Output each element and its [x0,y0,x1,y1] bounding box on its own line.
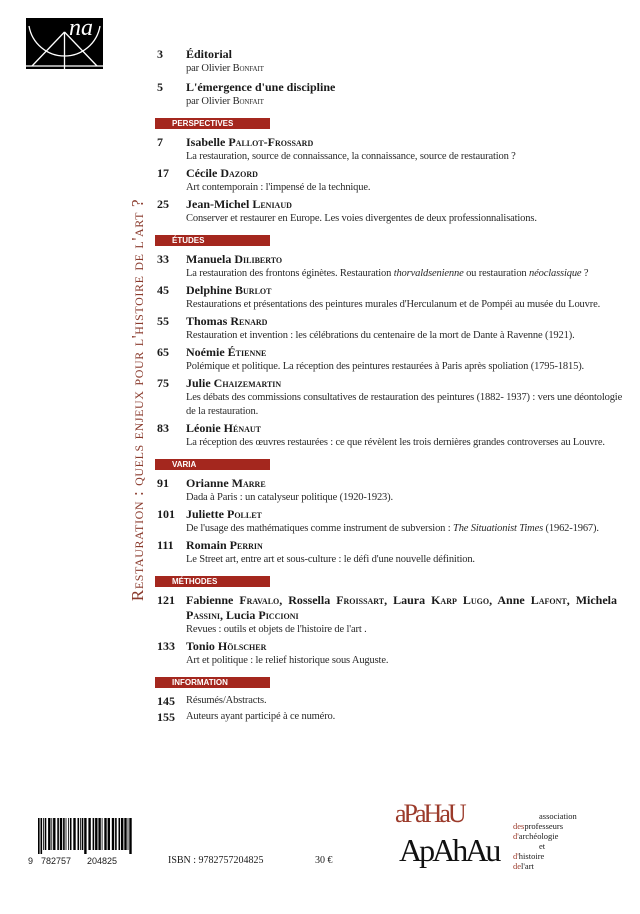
table-of-contents [155,47,627,726]
barcode-bar [102,818,103,850]
page-number: 145 [157,694,175,708]
entry-authors [186,376,627,391]
entry-title [186,360,627,374]
page-number: 25 [157,197,169,211]
author-last-name: Lafont [530,593,567,607]
page-number: 111 [157,538,174,552]
entry-body [186,376,627,419]
title-segment: thorvaldsenienne [393,268,464,279]
page-number: 55 [157,314,169,328]
byline-author: Bonfait [232,63,264,74]
barcode-bar [57,818,59,850]
association-line [513,861,577,871]
barcode-bar [112,818,114,850]
entry-body [186,345,627,374]
title-segment: Revues : outils et objets de l'histoire de l'art . [186,624,367,635]
toc-entry [157,538,627,567]
barcode-bar [124,818,126,850]
author-last-name: Hölscher [217,639,267,653]
toc-entry [157,710,627,724]
entry-title [186,491,627,505]
entry-byline [186,95,627,109]
page-number: 83 [157,421,169,435]
author-first-name: Manuela [186,252,232,266]
association-line [527,841,577,851]
price: 30 € [315,855,333,866]
barcode-digits-right: 204825 [87,856,118,866]
entry-title [186,623,627,637]
barcode-bar [128,818,129,850]
title-segment: (1962-1967). [543,523,599,534]
association-prefix: d' [513,851,519,861]
entry-authors [186,639,627,654]
barcode-bars [36,818,132,854]
section-header-perspectives: PERSPECTIVES [155,118,270,129]
author-last-name: Pollet [227,507,262,521]
spine-title: Restauration : quels enjeux pour l'histoire de l'art ? [128,198,147,602]
toc-entry [157,507,627,536]
association-text: et [539,841,546,851]
toc-entry [157,639,627,668]
entry-byline [186,62,627,76]
title-segment: La restauration, source de connaissance, la connaissance, source de restauration ? [186,151,516,162]
author-last-name: Perrin [229,538,263,552]
barcode-bar [108,818,110,850]
association-prefix: d' [513,831,519,841]
page-number: 121 [157,593,175,607]
toc-entry [157,135,627,164]
entry-authors [186,538,627,553]
barcode-bar [93,818,95,850]
barcode-bar [73,818,75,850]
barcode-bar [82,818,84,850]
entry-title [186,522,627,536]
barcode-bar [43,818,44,850]
toc-entry [157,314,627,343]
barcode-digit-first: 9 [28,856,34,866]
entry-body [186,710,627,724]
entry-body [186,538,627,567]
author-first-name: Léonie [186,421,221,435]
title-segment: De l'usage des mathématiques comme instrument de subversion : [186,523,453,534]
entry-body [186,252,627,281]
title-segment: Art et politique : le relief historique sous Auguste. [186,655,389,666]
entry-body [186,593,627,637]
barcode-bar [48,818,50,850]
author-first-name: Fabienne [186,593,234,607]
title-segment: The Situationist Times [453,523,544,534]
author-last-name: Marre [231,476,266,490]
entry-authors: Fabienne Fravalo, Rossella Froissart, Laura Karp Lugo, Anne Lafont, Michela Passini, Lucia Piccioni [186,593,618,622]
page-number: 33 [157,252,169,266]
barcode-bar [129,818,131,854]
entry-title [186,298,627,312]
title-segment: Polémique et politique. La réception des peintures restaurées à Paris après spoliation (1795-1815). [186,361,585,372]
author-first-name: Cécile [186,166,218,180]
association-prefix: de [513,861,522,871]
toc-entry [157,476,627,505]
page-number: 17 [157,166,169,180]
entry-authors [186,197,627,212]
barcode-digits-left: 782757 [41,856,72,866]
toc-entry [157,694,627,708]
toc-entry [157,593,627,637]
barcode-bar [115,818,117,850]
association-text: l'art [521,861,534,871]
entry-authors [186,252,627,267]
title-segment: Art contemporain : l'impensé de la technique. [186,182,371,193]
barcode-bar [98,818,100,850]
entry-authors [186,507,627,522]
barcode-bar [104,818,106,850]
byline-prefix: par Olivier [186,96,231,107]
barcode-bar [80,818,81,850]
page-number: 45 [157,283,169,297]
page-number: 5 [157,80,163,94]
page-number: 7 [157,135,163,149]
author-first-name: Juliette [186,507,224,521]
title-segment: Dada à Paris : un catalyseur politique (1920-1923). [186,492,393,503]
toc-entry [157,345,627,374]
entry-title [186,436,627,450]
barcode-bar [45,818,47,850]
author-last-name: Étienne [227,345,267,359]
association-text: archéologie [518,831,559,841]
page-number: 91 [157,476,169,490]
isbn: ISBN : 9782757204825 [168,855,264,866]
entry-title: Éditorial [186,47,233,61]
author-first-name: Rossella [288,593,331,607]
author-first-name: Orianne [186,476,229,490]
author-last-name: Karp Lugo [431,593,490,607]
entry-body [186,476,627,505]
author-last-name: Burlot [235,283,272,297]
barcode-bar [66,818,67,850]
entry-body [186,283,627,312]
entry-body [186,80,627,109]
apahau-logo-black: ApAhAu [399,832,499,868]
barcode-bar [53,818,55,850]
entry-title [186,329,627,343]
title-segment: néoclassique [529,268,582,279]
entry-authors [186,135,627,150]
title-segment: ? [581,268,589,279]
section-header-études: ÉTUDES [155,235,270,246]
entry-body [186,314,627,343]
entry-title [186,267,627,281]
barcode-bar [68,818,69,850]
page-number: 75 [157,376,169,390]
entry-authors [186,421,627,436]
author-first-name: Tonio [186,639,215,653]
toc-entry [157,166,627,195]
barcode-bar [70,818,72,850]
author-last-name: Hénaut [223,421,262,435]
association-prefix: des [513,821,525,831]
author-first-name: Noémie [186,345,225,359]
barcode-bar [95,818,97,850]
author-first-name: Delphine [186,283,233,297]
entry-title: Résumés/Abstracts. [186,695,267,706]
author-first-name: Anne [497,593,525,607]
toc-entry [157,80,627,109]
association-line [513,831,577,841]
entry-authors [186,476,627,491]
section-header-méthodes: MÉTHODES [155,576,270,587]
toc-entry [157,283,627,312]
revue-logo [26,18,103,69]
barcode-bar [78,818,80,850]
title-segment: Conserver et restaurer en Europe. Les voies divergentes de deux professionnalisations. [186,213,537,224]
barcode-bar [119,818,121,850]
barcode-bar [38,818,40,854]
entry-authors [186,314,627,329]
page-number: 65 [157,345,169,359]
author-last-name: Pallot-Frossard [228,135,314,149]
author-first-name: Michela [575,593,618,607]
author-first-name: Laura [393,593,426,607]
author-first-name: Julie [186,376,211,390]
entry-title: L'émergence d'une discipline [186,80,336,94]
author-first-name: Romain [186,538,227,552]
barcode-bar [60,818,62,850]
association-name [513,811,577,871]
title-segment: Restaurations et présentations des peintures murales d'Herculanum et de Pompéi au musée du Louvre. [186,299,601,310]
author-first-name: Thomas [186,314,228,328]
association-line [527,811,577,821]
association-text: association [539,811,577,821]
toc-entry [157,421,627,450]
entry-title: Auteurs ayant participé à ce numéro. [186,711,336,722]
title-segment: La restauration des frontons éginètes. Restauration [186,268,394,279]
barcode-bar [88,818,90,850]
toc-entry [157,376,627,419]
entry-title [186,391,627,419]
entry-title [186,150,627,164]
entry-title [186,212,627,226]
entry-authors [186,166,627,181]
barcode-bar [121,818,123,850]
author-last-name: Chaizemartin [213,376,282,390]
entry-title [186,553,627,567]
author-last-name: Leniaud [252,197,292,211]
association-text: histoire [518,851,545,861]
entry-body [186,47,627,76]
toc-entry [157,252,627,281]
page-number: 3 [157,47,163,61]
author-last-name: Fravalo [239,593,280,607]
author-last-name: Diliberto [234,252,283,266]
apahau-logo-red: aPaHaU [395,799,464,828]
association-text: professeurs [524,821,564,831]
title-segment: Les débats des commissions consultatives de restauration des peintures (1882- 1937) : vers une déontologie de la restauration. [186,392,623,417]
section-header-information: INFORMATION [155,677,270,688]
entry-body [186,166,627,195]
author-last-name: Dazord [220,166,258,180]
section-header-varia: VARIA [155,459,270,470]
author-last-name: Piccioni [258,608,299,622]
apahau-logo [395,800,520,876]
byline-prefix: par Olivier [186,63,231,74]
barcode-bar [63,818,65,850]
entry-body [186,421,627,450]
barcode-bar [51,818,52,850]
title-segment: La réception des œuvres restaurées : ce que révèlent les trois dernières grandes controverses au Louvre. [186,437,605,448]
byline-author: Bonfait [232,96,264,107]
entry-body [186,197,627,226]
entry-body [186,507,627,536]
toc-entry [157,47,627,76]
page-number: 155 [157,710,175,724]
barcode-bar [84,818,86,854]
entry-body [186,639,627,668]
author-first-name: Lucia [226,608,256,622]
title-segment: Le Street art, entre art et sous-culture : le défi d'une nouvelle définition. [186,554,475,565]
page-number: 101 [157,507,175,521]
entry-title [186,654,627,668]
entry-authors [186,283,627,298]
association-line [513,851,577,861]
entry-authors [186,345,627,360]
association-line [513,821,577,831]
author-first-name: Isabelle [186,135,226,149]
entry-body [186,135,627,164]
page-number: 133 [157,639,175,653]
author-last-name: Froissart [336,593,385,607]
svg-text:na: na [69,18,93,41]
entry-title [186,181,627,195]
author-first-name: Jean-Michel [186,197,250,211]
entry-body [186,694,627,708]
title-segment: ou restauration [463,268,529,279]
barcode-bar [41,818,43,854]
author-last-name: Renard [230,314,268,328]
author-last-name: Passini [186,608,221,622]
title-segment: Restauration et invention : les célébrations du centenaire de la mort de Dante à Ravenne (1921). [186,330,575,341]
toc-entry [157,197,627,226]
